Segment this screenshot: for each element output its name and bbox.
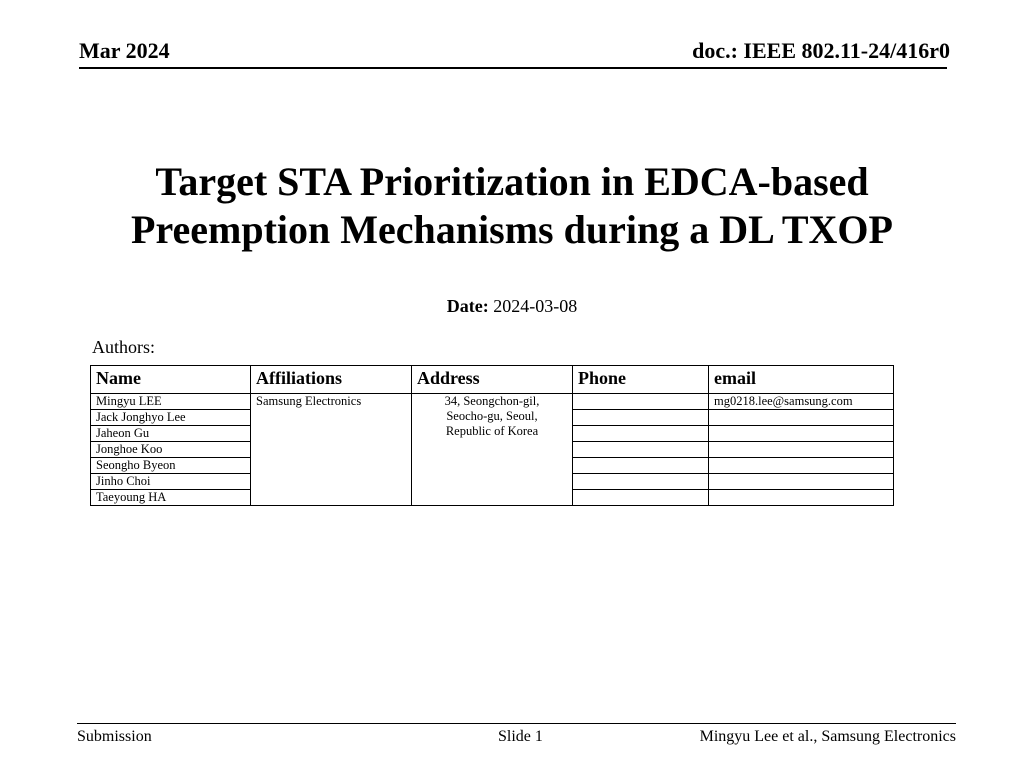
slide-title (62, 158, 962, 254)
author-phone (573, 426, 709, 442)
author-email (709, 490, 894, 506)
author-phone (573, 458, 709, 474)
authors-label: Authors: (92, 337, 155, 357)
header-doc-id: doc.: IEEE 802.11-24/416r0 (692, 38, 950, 63)
author-name: Jinho Choi (91, 474, 251, 490)
table-header-row (91, 366, 894, 394)
header-date: Mar 2024 (79, 38, 170, 63)
author-name: Seongho Byeon (91, 458, 251, 474)
footer-authors: Mingyu Lee et al., Samsung Electronics (699, 728, 956, 745)
address-line-3: Republic of Korea (445, 424, 539, 438)
author-email (709, 474, 894, 490)
table-row (91, 394, 894, 410)
author-email (709, 442, 894, 458)
author-email (709, 410, 894, 426)
col-header-affiliations: Affiliations (251, 366, 412, 394)
author-name: Jonghoe Koo (91, 442, 251, 458)
author-email (709, 426, 894, 442)
address-line-2: Seocho-gu, Seoul, (446, 409, 538, 423)
authors-table (90, 365, 894, 506)
date-line (0, 296, 1024, 317)
col-header-email: email (709, 366, 894, 394)
address-line-1: 34, Seongchon-gil, (444, 394, 540, 408)
author-phone (573, 442, 709, 458)
author-name: Jack Jonghyo Lee (91, 410, 251, 426)
date-label: Date: (446, 296, 489, 316)
col-header-name: Name (91, 366, 251, 394)
date-value: 2024-03-08 (493, 296, 578, 316)
footer-slide-number: Slide 1 (498, 728, 543, 745)
author-affiliation: Samsung Electronics (251, 394, 412, 506)
author-phone (573, 490, 709, 506)
col-header-phone: Phone (573, 366, 709, 394)
author-name: Mingyu LEE (91, 394, 251, 410)
title-line-1: Target STA Prioritization in EDCA-based (155, 159, 869, 204)
author-address (412, 394, 573, 506)
author-email: mg0218.lee@samsung.com (709, 394, 894, 410)
author-phone (573, 394, 709, 410)
footer-rule (77, 723, 956, 724)
footer-submission: Submission (77, 728, 152, 745)
author-phone (573, 474, 709, 490)
header-rule (79, 67, 947, 69)
title-line-2: Preemption Mechanisms during a DL TXOP (131, 207, 893, 252)
author-email (709, 458, 894, 474)
col-header-address: Address (412, 366, 573, 394)
author-name: Taeyoung HA (91, 490, 251, 506)
author-name: Jaheon Gu (91, 426, 251, 442)
author-phone (573, 410, 709, 426)
